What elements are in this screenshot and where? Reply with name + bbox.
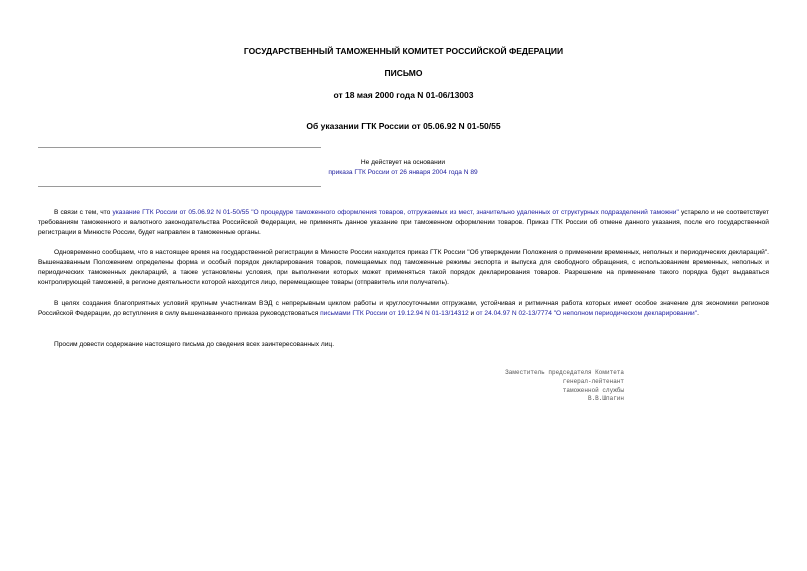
agency-header: ГОСУДАРСТВЕННЫЙ ТАМОЖЕННЫЙ КОМИТЕТ РОССИЙСКОЙ ФЕДЕРАЦИИ xyxy=(243,46,564,56)
paragraph-3-conj: и xyxy=(468,309,477,317)
paragraph-1-body: устарело и не соответствует требованиям таможенного и валютного законодательства Российской Федерации, не применять данное указание при таможенном оформлении товаров. Приказ ГТК России об отмене данного указания, после его государственной регистрации в Минюсте России, будет направлен в таможенные органы. xyxy=(38,209,769,236)
signature-rank: генерал-лейтенант xyxy=(562,377,624,385)
paragraph-3-intro: В целях создания благоприятных условий крупным участникам ВЭД с непрерывным циклом работы и круглосуточными отгрузками, устойчивая и ритмичная работа которых имеет особое значение для экономики регионов Российской Федерации, до вступления в силу вышеназванного приказа руководствоваться xyxy=(38,300,769,317)
signature-name: В.В.Шпагин xyxy=(587,395,624,403)
divider-top xyxy=(38,147,321,148)
signature-service: таможенной службы xyxy=(562,386,624,394)
notice-text: Не действует на основании xyxy=(360,159,446,166)
paragraph-3 xyxy=(38,299,769,319)
paragraph-1 xyxy=(38,208,769,238)
letter-link-01-13-14312[interactable]: письмами ГТК России от 19.12.94 N 01-13/14312 xyxy=(320,309,469,317)
signature-position: Заместитель председателя Комитета xyxy=(505,369,624,376)
document-date-number: от 18 мая 2000 года N 01-06/13003 xyxy=(333,90,474,100)
letter-link-02-13-7774[interactable]: от 24.04.97 N 02-13/7774 "О неполном периодическом декларировании" xyxy=(476,309,698,317)
paragraph-3-end: . xyxy=(697,309,699,317)
paragraph-1-intro: В связи с тем, что xyxy=(54,209,113,216)
notice-link[interactable]: приказа ГТК России от 26 января 2004 года N 89 xyxy=(328,169,478,176)
divider-bottom xyxy=(38,186,321,187)
document-type: ПИСЬМО xyxy=(384,68,423,78)
status-notice xyxy=(200,158,606,178)
document-title: Об указании ГТК России от 05.06.92 N 01-50/55 xyxy=(306,121,501,131)
order-link-01-50-55[interactable]: указание ГТК России от 05.06.92 N 01-50/55 "О процедуре таможенного оформления товаров, отгружаемых из мест, значительно удаленных от структурных подразделений таможни" xyxy=(112,209,679,216)
paragraph-2: Одновременно сообщаем, что в настоящее время на государственной регистрации в Минюсте России находится приказ ГТК России "Об утверждении Положения о применении временных, неполных и периодических деклараций". Вышеназванным Положением определены форма и особый порядок декларирования товаров, помещаемых под таможенные режимы экспорта и выпуска для свободного обращения, с использованием временных, неполных и периодических таможенных деклараций, а также установлены условия, при выполнении которых может применяться такой порядок декларирования товаров. Разрешение на применение такого порядка будет выдаваться контролирующей таможней, в регионе деятельности которой находится лицо, перемещающее товары (отправитель или получатель). xyxy=(38,249,769,286)
paragraph-4: Просим довести содержание настоящего письма до сведения всех заинтересованных лиц. xyxy=(54,341,335,348)
signature-block xyxy=(440,369,624,404)
